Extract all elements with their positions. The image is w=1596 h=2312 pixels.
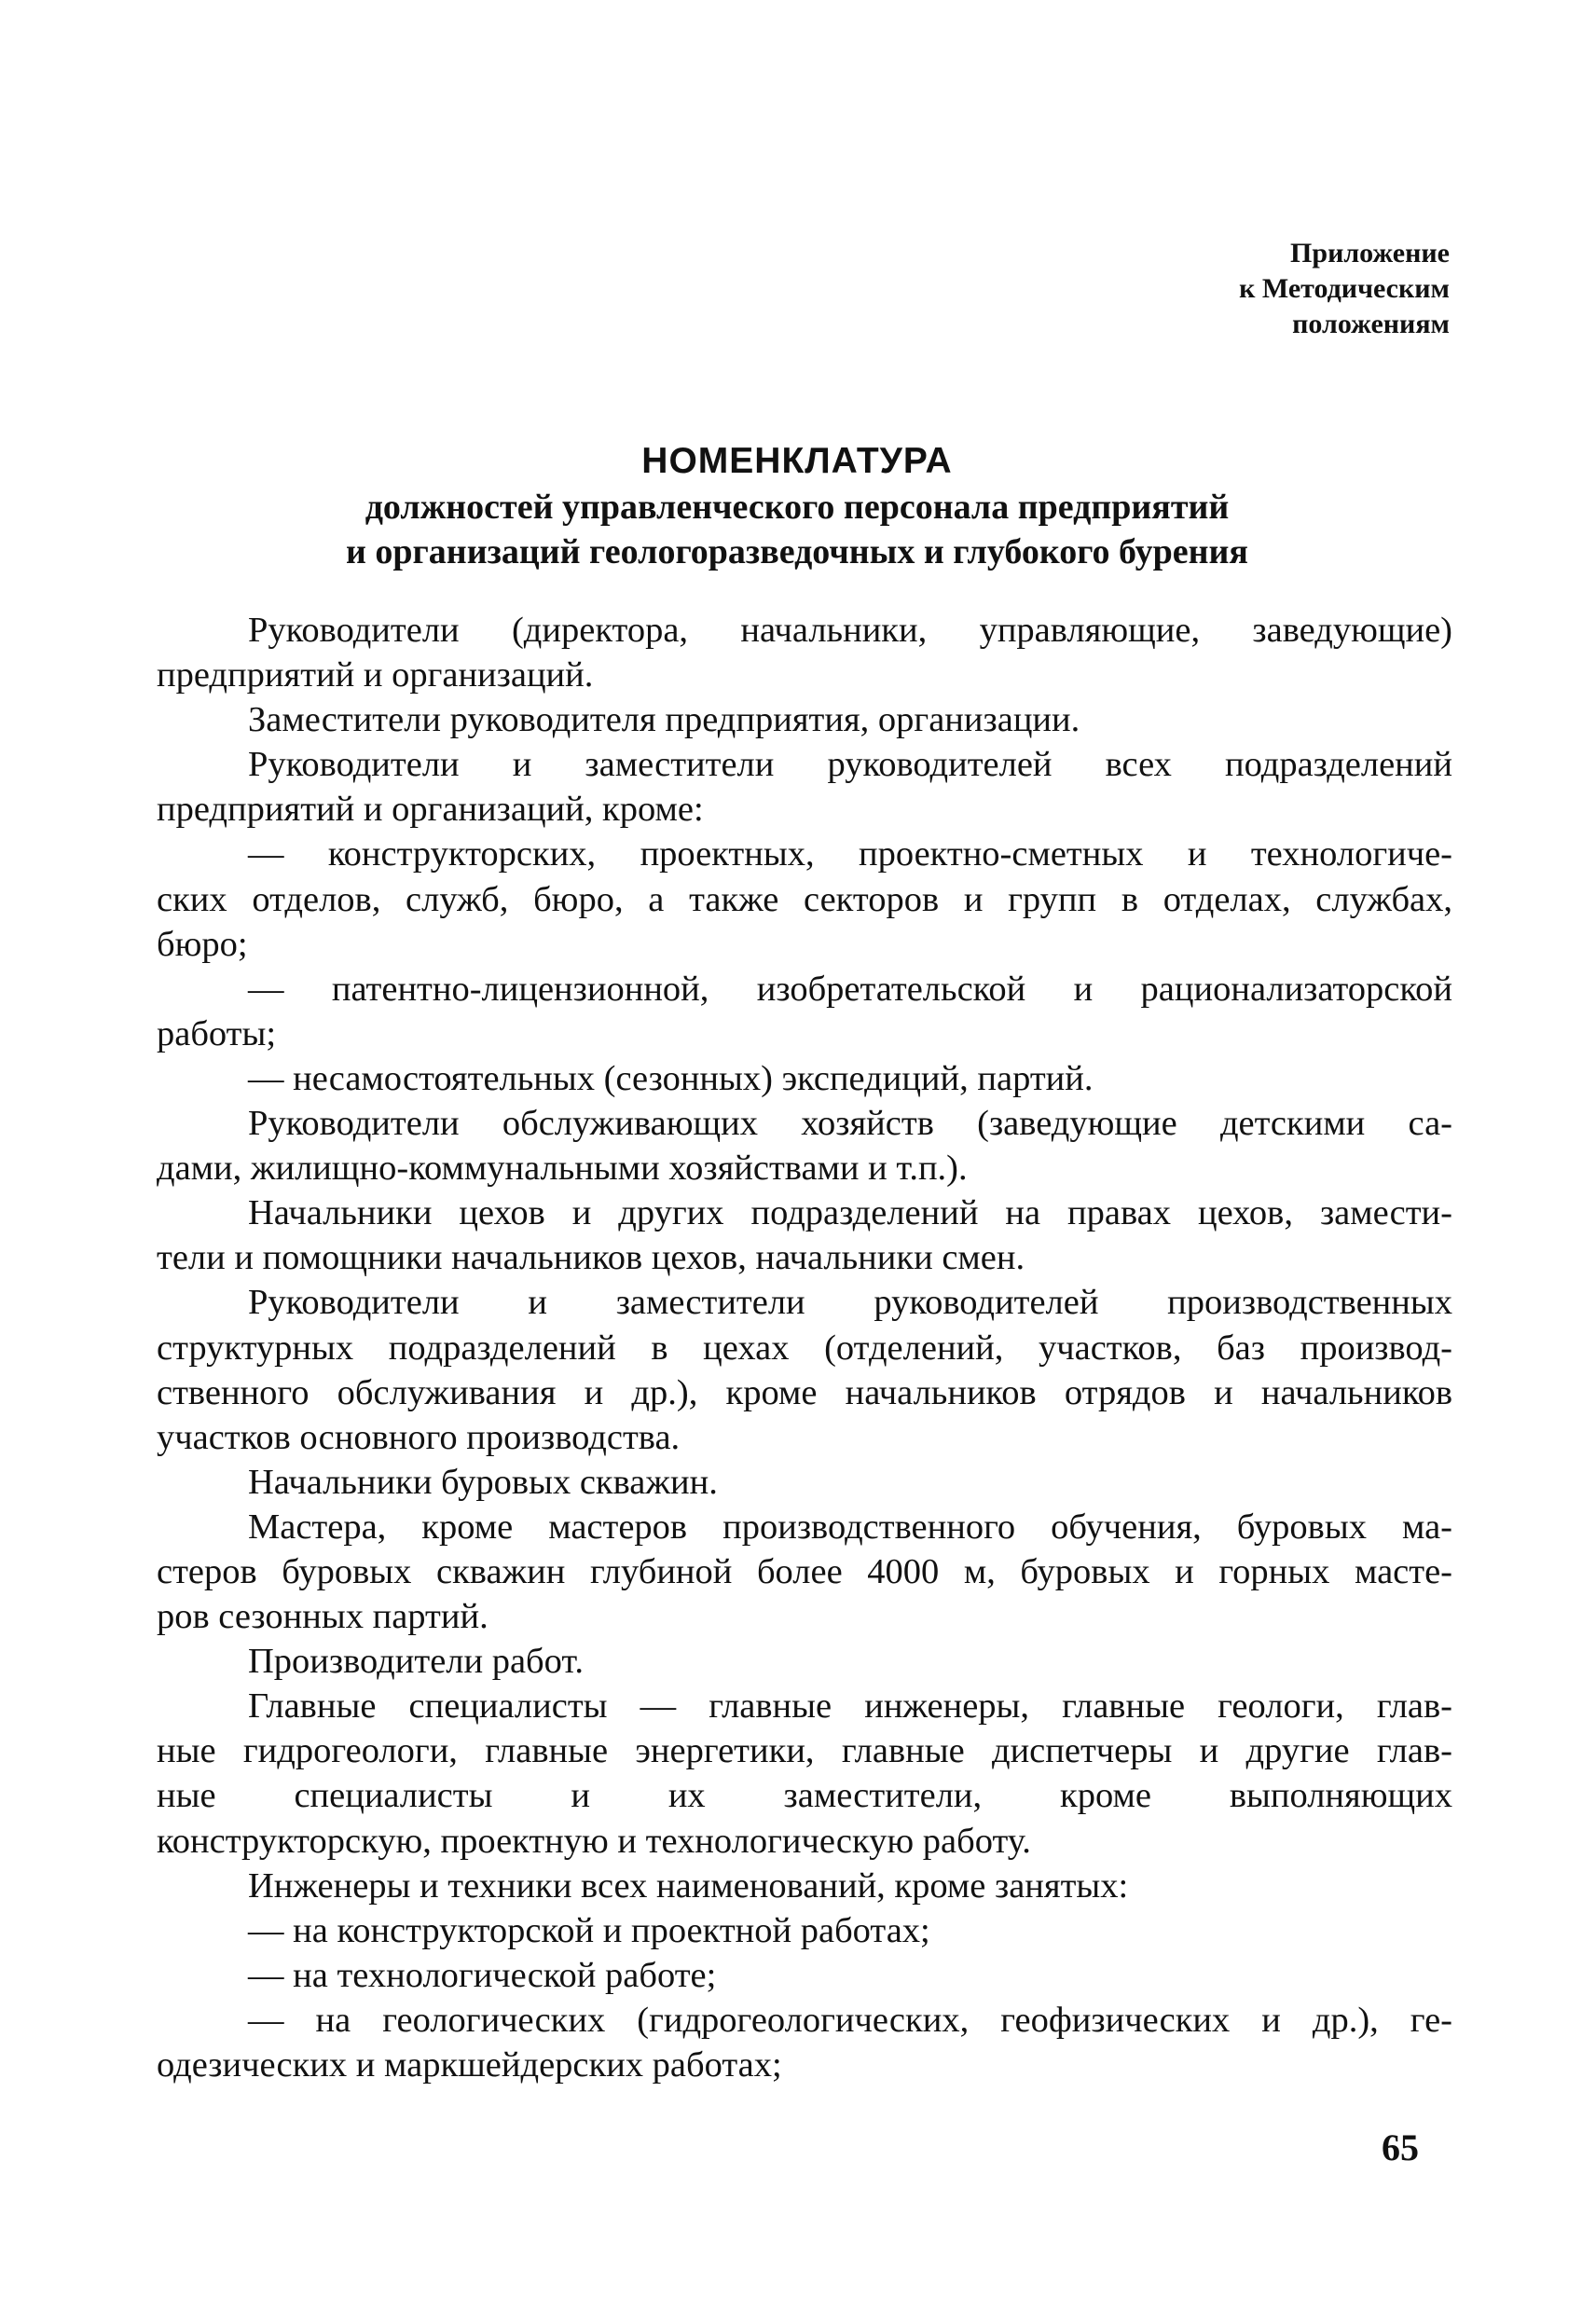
text-line: Производители работ. bbox=[248, 1642, 584, 1682]
text-line: ров сезонных партий. bbox=[157, 1597, 488, 1637]
appendix-line: к Методическим bbox=[1239, 273, 1450, 304]
text-line: бюро; bbox=[157, 924, 248, 964]
page-number: 65 bbox=[1382, 2126, 1419, 2168]
text-line: Руководители и заместители руководителей всех подразделений bbox=[248, 745, 1452, 785]
text-line: предприятий и организаций. bbox=[157, 655, 594, 695]
text-line: Инженеры и техники всех наименований, кроме занятых: bbox=[248, 1865, 1129, 1906]
text-line: — на конструкторской и проектной работах; bbox=[248, 1910, 930, 1950]
appendix-line: положениям bbox=[1292, 309, 1450, 339]
text-line: конструкторскую, проектную и технологическую работу. bbox=[157, 1821, 1031, 1861]
title-subtitle-line: и организаций геологоразведочных и глубокого бурения bbox=[346, 532, 1248, 571]
text-line: предприятий и организаций, кроме: bbox=[157, 790, 704, 830]
text-line: Руководители обслуживающих хозяйств (заведующие детскими са- bbox=[248, 1104, 1452, 1144]
text-line: дами, жилищно-коммунальными хозяйствами и т.п.). bbox=[157, 1149, 968, 1189]
text-line: структурных подразделений в цехах (отделений, участков, баз производ- bbox=[157, 1328, 1452, 1368]
text-line: Руководители (директора, начальники, управляющие, заведующие) bbox=[248, 611, 1452, 650]
text-line: ственного обслуживания и др.), кроме начальников отрядов и начальников bbox=[157, 1372, 1452, 1412]
text-line: ских отделов, служб, бюро, а также секторов и групп в отделах, службах, bbox=[157, 879, 1452, 919]
text-line: участков основного производства. bbox=[157, 1417, 681, 1457]
text-line: Заместители руководителя предприятия, организации. bbox=[248, 700, 1080, 740]
text-line: работы; bbox=[157, 1013, 277, 1053]
document-title bbox=[140, 438, 1454, 574]
text-line: одезических и маркшейдерских работах; bbox=[157, 2045, 782, 2085]
text-line: — несамостоятельных (сезонных) экспедиций, партий. bbox=[248, 1058, 1094, 1098]
title-main: НОМЕНКЛАТУРА bbox=[641, 441, 953, 481]
text-line: ные специалисты и их заместители, кроме выполняющих bbox=[157, 1776, 1452, 1816]
text-line: Главные специалисты — главные инженеры, главные геологи, глав- bbox=[248, 1686, 1452, 1727]
appendix-line: Приложение bbox=[1290, 238, 1450, 268]
text-line: — на геологических (гидрогеологических, геофизических и др.), ге- bbox=[248, 2000, 1452, 2040]
text-line: Руководители и заместители руководителей производственных bbox=[248, 1283, 1452, 1323]
text-line: стеров буровых скважин глубиной более 4000 м, буровых и горных масте- bbox=[157, 1551, 1452, 1591]
text-line: Начальники цехов и других подразделений на правах цехов, замести- bbox=[248, 1193, 1452, 1233]
body-text bbox=[157, 608, 1452, 2087]
title-subtitle-line: должностей управленческого персонала предприятий bbox=[365, 488, 1230, 527]
appendix-reference bbox=[1239, 236, 1450, 342]
text-line: тели и помощники начальников цехов, начальники смен. bbox=[157, 1238, 1025, 1278]
text-line: — конструкторских, проектных, проектно-сметных и технологиче- bbox=[248, 834, 1452, 874]
text-line: Мастера, кроме мастеров производственного обучения, буровых ма- bbox=[248, 1507, 1452, 1547]
text-line: Начальники буровых скважин. bbox=[248, 1462, 718, 1502]
text-line: — на технологической работе; bbox=[248, 1955, 717, 1995]
text-line: ные гидрогеологи, главные энергетики, главные диспетчеры и другие глав- bbox=[157, 1731, 1452, 1771]
text-line: — патентно-лицензионной, изобретательской и рационализаторской bbox=[248, 969, 1452, 1009]
